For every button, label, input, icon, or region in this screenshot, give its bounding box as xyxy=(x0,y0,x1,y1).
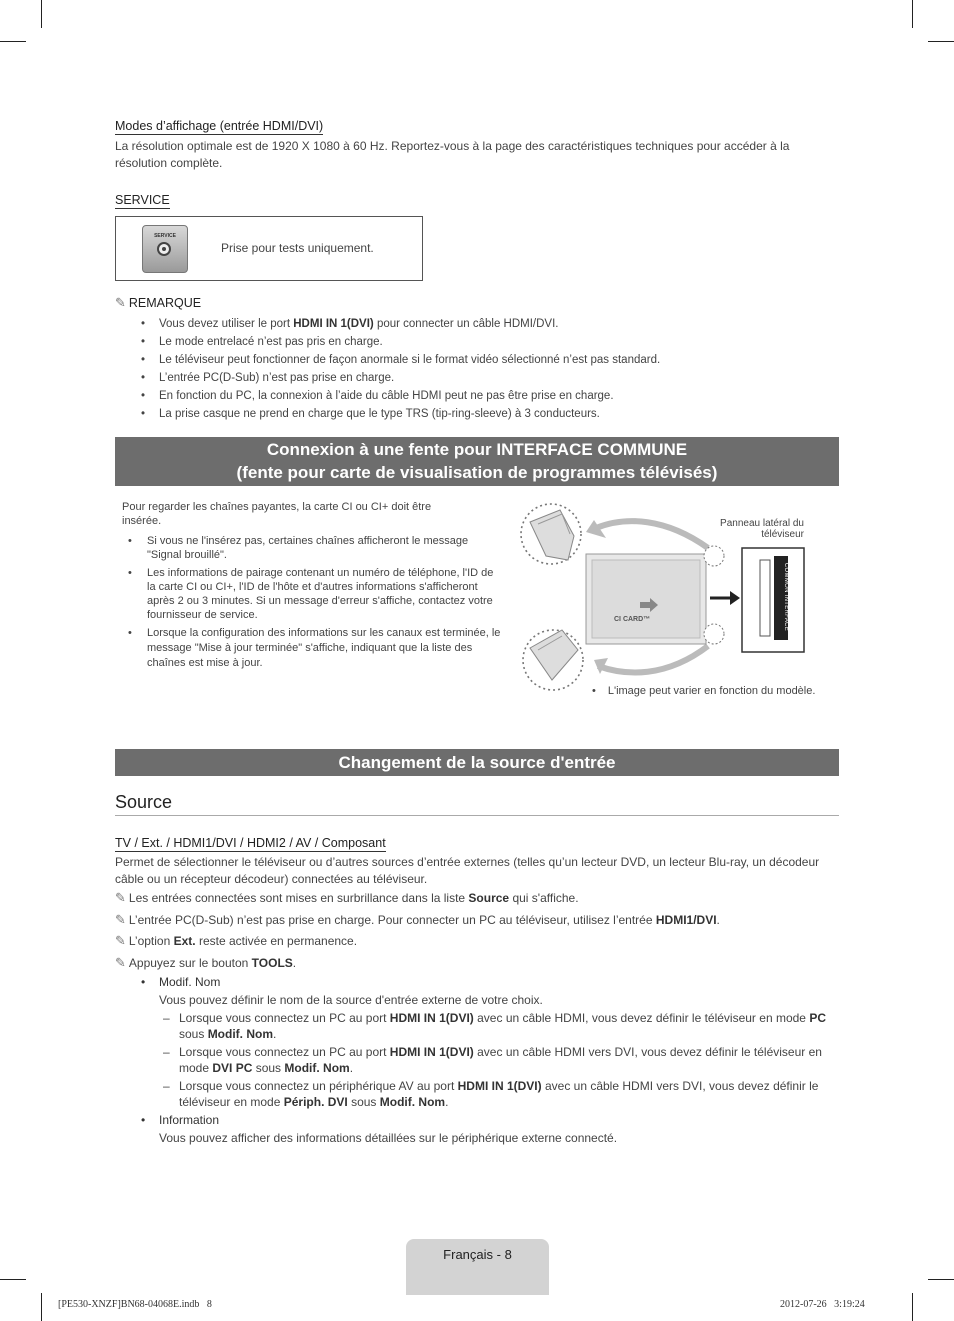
list-item: • Lorsque la configuration des informations sur les canaux est terminée, le message "Mise à jour terminée" s'affiche, indiquant que la liste des chaînes est mise à jour. xyxy=(128,627,501,669)
list-item: • L’entrée PC(D-Sub) n’est pas prise en charge. xyxy=(115,369,839,387)
information-desc: Vous pouvez afficher des informations détaillées sur le périphérique externe connecté. xyxy=(159,1131,618,1145)
modif-nom-desc: Vous pouvez définir le nom de la source d'entrée externe de votre choix. xyxy=(159,993,543,1007)
ci-caption: • L'image peut varier en fonction du modèle. xyxy=(592,685,816,697)
date-info: 2012-07-26 3:19:24 xyxy=(780,1299,865,1310)
modif-nom-title: • Modif. Nom xyxy=(115,974,839,991)
service-box-text: Prise pour tests uniquement. xyxy=(221,241,374,255)
list-item: • La prise casque ne prend en charge que le type TRS (tip-ring-sleeve) à 3 conducteurs. xyxy=(115,405,839,423)
list-item: • En fonction du PC, la connexion à l’aide du câble HDMI peut ne pas être prise en charge. xyxy=(115,387,839,405)
remarque-heading: ✎ REMARQUE xyxy=(115,296,202,311)
modes-section xyxy=(115,117,323,135)
ci-banner-line1: Connexion à une fente pour INTERFACE COMMUNE xyxy=(266,440,688,459)
note-item: ✎ L’entrée PC(D-Sub) n’est pas prise en charge. Pour connecter un PC au téléviseur, utilisez l’entrée HDMI1/DVI. xyxy=(115,912,720,928)
crop-mark xyxy=(928,41,954,42)
note-item: ✎ L’option Ext. reste activée en permanence. xyxy=(115,934,358,949)
ci-bullets xyxy=(122,534,502,671)
list-item: • Les informations de pairage contenant un numéro de téléphone, l'ID de la carte CI ou CI+, l'ID de l'hôte et d'autres informations s'afficheront après 2 ou 3 minutes. Si un message d'erreur s'affiche, contactez votre fournisseur de service. xyxy=(128,567,494,621)
ci-banner-line2: (fente pour carte de visualisation de programmes télévisés) xyxy=(236,463,718,482)
note-pencil-icon: ✎ xyxy=(115,912,126,928)
note-item: ✎ Appuyez sur le bouton TOOLS. xyxy=(115,955,297,971)
list-item: • Le téléviseur peut fonctionner de façon anormale si le format vidéo sélectionné n’est pas standard. xyxy=(115,351,839,369)
crop-mark xyxy=(912,0,913,28)
note-pencil-icon: ✎ xyxy=(115,296,126,311)
ci-banner xyxy=(115,437,839,486)
list-item: – Lorsque vous connectez un PC au port HDMI IN 1(DVI) avec un câble HDMI, vous devez définir le téléviseur en mode PC sous Modif. Nom. xyxy=(115,1010,839,1043)
modes-heading: Modes d’affichage (entrée HDMI/DVI) xyxy=(115,119,324,133)
service-heading: SERVICE xyxy=(115,193,170,207)
information-block xyxy=(115,1112,839,1147)
list-item: • Vous devez utiliser le port HDMI IN 1(DVI) pour connecter un câble HDMI/DVI. xyxy=(115,315,839,333)
crop-mark xyxy=(0,41,26,42)
crop-mark xyxy=(928,1279,954,1280)
note-pencil-icon: ✎ xyxy=(115,955,126,971)
file-info: [PE530-XNZF]BN68-04068E.indb 8 xyxy=(58,1299,212,1310)
slot-label: COMMON INTERFACE xyxy=(783,562,789,632)
list-item: • Si vous ne l'insérez pas, certaines chaînes afficheront le message "Signal brouillé". xyxy=(128,535,469,561)
note-pencil-icon: ✎ xyxy=(115,891,126,906)
service-box xyxy=(115,216,423,281)
modif-nom-block xyxy=(115,974,839,1111)
page-label: Français - 8 xyxy=(443,1247,512,1262)
service-section xyxy=(115,191,170,209)
panel-label: Panneau latéral du téléviseur xyxy=(720,518,804,540)
crop-mark xyxy=(0,1279,26,1280)
jack-icon xyxy=(157,242,171,256)
ci-diagram xyxy=(516,498,836,698)
modes-text: La résolution optimale est de 1920 X 1080 à 60 Hz. Reportez-vous à la page des caractéristiques techniques pour accéder à la résolution complète. xyxy=(115,139,790,170)
source-notes xyxy=(115,888,839,974)
crop-mark xyxy=(912,1293,913,1321)
source-subheading: TV / Ext. / HDMI1/DVI / HDMI2 / AV / Composant xyxy=(115,836,386,850)
remarque-list xyxy=(115,315,839,423)
source-description: Permet de sélectionner le téléviseur ou d’autres sources d’entrée externes (telles qu’un lecteur DVD, un lecteur Blu-ray, un décodeur câble ou un récepteur décodeur) connectées au téléviseur. xyxy=(115,855,820,886)
source-banner: Changement de la source d'entrée xyxy=(115,749,839,776)
note-pencil-icon: ✎ xyxy=(115,934,126,949)
crop-mark xyxy=(41,1293,42,1321)
crop-mark xyxy=(41,0,42,28)
ci-card-label: CI CARD™ xyxy=(614,616,651,623)
service-port-icon xyxy=(142,225,188,273)
list-item: – Lorsque vous connectez un PC au port HDMI IN 1(DVI) avec un câble HDMI vers DVI, vous devez définir le téléviseur en mode DVI PC sous Modif. Nom. xyxy=(115,1044,839,1077)
source-title: Source xyxy=(115,792,839,816)
source-subheading-wrap xyxy=(115,834,386,852)
note-item: ✎ Les entrées connectées sont mises en surbrillance dans la liste Source qui s'affiche. xyxy=(115,891,579,906)
page-number-tab xyxy=(406,1239,549,1295)
service-port-label: SERVICE xyxy=(154,233,176,239)
ci-intro: Pour regarder les chaînes payantes, la carte CI ou CI+ doit être insérée. xyxy=(122,501,432,527)
information-title: • Information xyxy=(115,1112,839,1129)
list-item: – Lorsque vous connectez un périphérique AV au port HDMI IN 1(DVI) avec un câble HDMI vers DVI, vous devez définir le téléviseur en mode Périph. DVI sous Modif. Nom. xyxy=(115,1078,839,1111)
list-item: • Le mode entrelacé n’est pas pris en charge. xyxy=(115,333,839,351)
